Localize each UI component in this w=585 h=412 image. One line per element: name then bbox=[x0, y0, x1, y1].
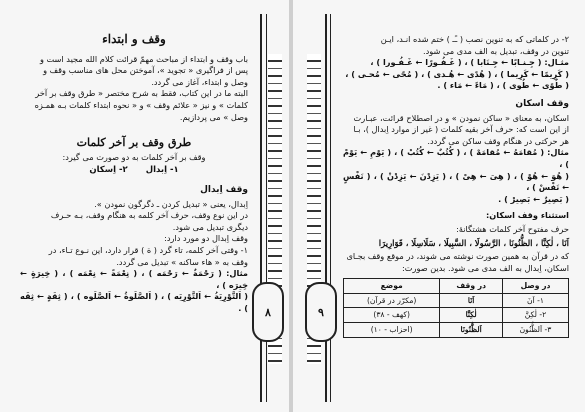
table-row bbox=[344, 308, 569, 323]
ibdal-heading: وقف اِبدال bbox=[200, 184, 248, 195]
table-header-row bbox=[344, 279, 569, 294]
border-line bbox=[266, 14, 267, 402]
subsection-item: ۲- اِسکان bbox=[89, 165, 128, 176]
table-header: در وقف bbox=[440, 279, 503, 294]
page-number: ۸ bbox=[265, 305, 271, 319]
iskan-heading: وقف اسکان bbox=[515, 98, 569, 109]
paragraph-line: اسکان، اِبدال به الف مدی می شود. بدین صورت: bbox=[402, 262, 569, 273]
example-line: ( هُوَ ← هُوْ ) ، ( هِیَ ← هِیْ ) ، ( یَزِدْنَ ← یَزِدْنْ ) ، ( نَفْسٍ ← نَفْسْ ) ، bbox=[343, 170, 569, 193]
left-page-frame bbox=[12, 14, 284, 402]
subsection-list bbox=[20, 165, 248, 177]
paragraph-line: وقف اِبدال دو مورد دارد: bbox=[164, 233, 248, 244]
example-line: ( کَرِیمًا ← کَرِیما ) ، ( هُدًی ← هُـدی ) ، ( مُحًی ← مُحـی ) ، bbox=[345, 68, 569, 79]
subsection-item: ۱- اِبدال bbox=[145, 165, 179, 176]
paragraph-line: در این نوع وقف، حرف آخر کلمه به هنگام وقف، بـه حـرف bbox=[50, 210, 248, 221]
table-cell: ۳- اَلظُّنُونَ bbox=[502, 323, 568, 338]
table-cell: اَلظُّنُونَا bbox=[440, 323, 503, 338]
exception-heading: استثناء وقف اسکان: bbox=[485, 210, 569, 221]
example-line: مثال: ( رَحْمَةٌ ← رَحْمَه ) ، ( نِعْمَةً ← نِعْمَه ) ، ( خِیرَةٍ ← خِیرَه ) ، bbox=[20, 268, 248, 290]
section-title: طرق وقف بر آخر کلمات bbox=[76, 136, 192, 150]
page-number: ۹ bbox=[318, 305, 324, 319]
page-number-medallion bbox=[252, 282, 284, 342]
table-cell: لٰکِنَّا bbox=[440, 308, 503, 323]
right-page-frame bbox=[303, 14, 573, 402]
paragraph-line: ۲- در کلماتی که به تنوین نصب ( ـًـ ) ختم شده انـد، ایـن bbox=[380, 34, 569, 44]
paragraph-line: وصل » می پردازیم. bbox=[179, 111, 248, 122]
border-line bbox=[260, 14, 262, 402]
eight-words-line: اَنَا ، لٰکِنَّا ، الظُّنُونَا ، الرَّسُولَا ، السَّبِیلَا ، سَلَاسِلَا ، قَوَارِیرَا bbox=[378, 237, 569, 248]
paragraph-line: که در قرآن به همین صورت نوشته می شوند، در موقع وقف بجـای bbox=[346, 251, 569, 262]
paragraph-line: کلمات » و نیز « علائم وقف » و « نحوه ابتداء کلمات بـه همـزه bbox=[34, 99, 248, 110]
table-header: در وصل bbox=[502, 279, 568, 294]
paragraph-line: البته ما در این کتاب، فقط به شرح مختصر « طرق وقف بر آخر bbox=[35, 88, 248, 99]
left-page-text bbox=[20, 14, 248, 314]
paragraph-line: اِبدال، یعنی « تبدیل کردن ـ دگرگون نمودن ». bbox=[94, 198, 248, 209]
table-cell: ۱- اَنَ bbox=[502, 293, 568, 308]
chapter-title: وقف و ابتداء bbox=[102, 32, 166, 46]
table-cell: (احزاب - ۱۰) bbox=[344, 323, 440, 338]
right-page-text bbox=[343, 14, 569, 338]
table-header: موضع bbox=[344, 279, 440, 294]
paragraph-line: تنوین در وقف، تبدیل به الف مدی می شود. bbox=[423, 45, 569, 56]
table-cell: (کهف - ۳۸) bbox=[344, 308, 440, 323]
section-intro: وقف بر آخر کلمات به دو صورت می گیرد: bbox=[62, 151, 206, 162]
paragraph-line: از این است که: حرف آخر بقیه کلمات ( غیر از موارد اِبدال )، بـا bbox=[353, 124, 569, 135]
waqf-table bbox=[343, 278, 569, 337]
paragraph-line: وصل و ابتداء، آغاز می گردد. bbox=[151, 76, 248, 87]
paragraph-line: پس از فراگیری « تجوید »، آموختن محل های مناسب وقف و bbox=[43, 65, 248, 76]
example-line: ( طُوًی ← طُوی ) ، ( مَاءً ← مَاء ) . bbox=[437, 80, 569, 91]
table-cell: اَنَا bbox=[440, 293, 503, 308]
paragraph-line: وقف به « هاء ساکنه » تبدیل می گردد. bbox=[116, 256, 248, 267]
paragraph-line: حرف مفتوح آخر کلمات هشتگانهٔ: bbox=[456, 223, 569, 234]
paragraph-line: باب وقف و ابتداء از مباحث مهمّ قرائت کلام الله مجید است و bbox=[39, 53, 248, 64]
example-line: مثـال: ( جِـنـابًا ← جِـنَابا ) ، ( غَـفُـورًا ← غَـفُـورا ) ، bbox=[370, 57, 569, 68]
table-row bbox=[344, 323, 569, 338]
table-cell: ۲- لٰکِنَّ bbox=[502, 308, 568, 323]
page-number-medallion bbox=[305, 282, 337, 342]
border-line bbox=[330, 14, 331, 402]
paragraph-line: اسکان، به معنای « ساکن نمودن » و در اصطلاح قرائت، عبـارت bbox=[353, 112, 569, 123]
paragraph-line: ۱- وقتی آخر کلمه، تاء گرد ( ة ) قرار دارد، این نـوع تـاء، در bbox=[48, 244, 248, 255]
example-line: ( اَلتَّوْرِیَةُ ← اَلتَّوْرِیَه ) ، ( اَلصَّلَوةُ ← اَلصَّلَوه ) ، ( ثِقَةٍ ← ثِقَه ) . bbox=[20, 291, 248, 313]
example-line: ( بَصِیرٌ ← بَصِیرْ ) . bbox=[498, 193, 569, 204]
paragraph-line: هر حرکتی در هنگام وقف ساکن می گردد. bbox=[427, 135, 569, 146]
table-cell: (مکرّر در قرآن) bbox=[344, 293, 440, 308]
example-line: مثال: ( مُقامَهُ ← مُقامَهْ ) ، ( کُتُبٌ ← کُتُبْ ) ، ( یَوْمِ ← یَوْمْ ) ، bbox=[343, 147, 569, 169]
table-row bbox=[344, 293, 569, 308]
left-page bbox=[0, 0, 290, 412]
right-page bbox=[293, 0, 585, 412]
border-line bbox=[325, 14, 327, 402]
paragraph-line: دیگری تبدیل می شود. bbox=[172, 221, 248, 232]
